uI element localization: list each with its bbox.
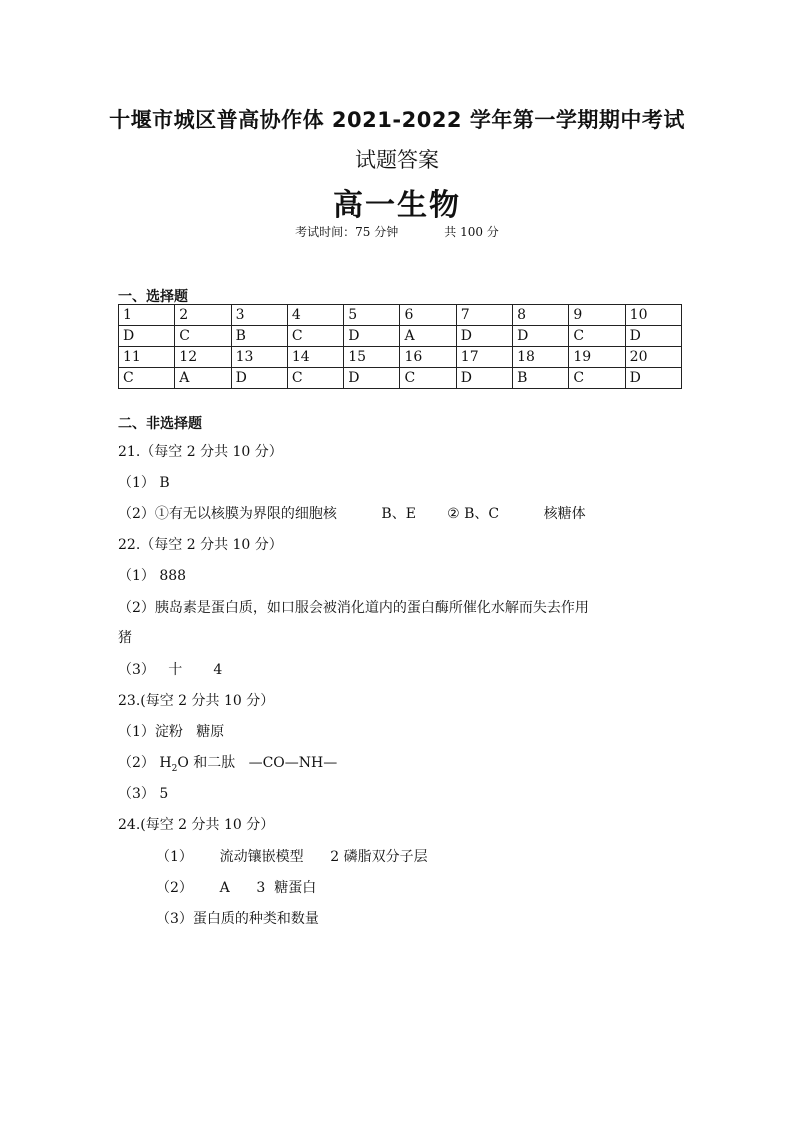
table-cell: C [287, 368, 343, 389]
table-cell: 14 [287, 347, 343, 368]
table-cell: 15 [344, 347, 400, 368]
table-cell: 10 [625, 305, 681, 326]
table-cell: 12 [175, 347, 231, 368]
table-cell: D [625, 368, 681, 389]
table-cell: 18 [513, 347, 569, 368]
table-cell: A [175, 368, 231, 389]
table-cell: D [344, 326, 400, 347]
table-cell: D [344, 368, 400, 389]
table-row [119, 326, 682, 347]
table-cell: 20 [625, 347, 681, 368]
table-cell: 1 [119, 305, 175, 326]
q24-answer-1: （1） 流动镶嵌模型 2 磷脂双分子层 [156, 849, 428, 865]
title-line-1: 十堰市城区普高协作体 2021-2022 学年第一学期期中考试 [109, 108, 685, 132]
table-cell: 5 [344, 305, 400, 326]
table-cell: 9 [569, 305, 625, 326]
table-row [119, 347, 682, 368]
table-cell: 16 [400, 347, 456, 368]
table-cell: D [513, 326, 569, 347]
q24-header: 24.(每空 2 分共 10 分） [118, 817, 275, 833]
q24-answer-3: （3）蛋白质的种类和数量 [156, 911, 319, 927]
answer-table [118, 304, 682, 389]
q23-answer-2-prefix: （2） H [118, 755, 172, 771]
table-cell: D [625, 326, 681, 347]
table-cell: C [569, 368, 625, 389]
q22-answer-1: （1） 888 [118, 568, 187, 584]
q23-header: 23.(每空 2 分共 10 分） [118, 693, 275, 709]
table-row [119, 305, 682, 326]
table-cell: B [513, 368, 569, 389]
table-cell: A [400, 326, 456, 347]
q23-answer-1: （1）淀粉 糖原 [118, 724, 225, 740]
exam-time: 考试时间：75 分钟 [295, 225, 399, 239]
q24-answer-2: （2） A 3 糖蛋白 [156, 880, 317, 896]
section-2-heading: 二、非选择题 [118, 416, 202, 432]
table-cell: 11 [119, 347, 175, 368]
table-cell: 4 [287, 305, 343, 326]
table-cell: D [119, 326, 175, 347]
q21-answer-1: （1） B [118, 475, 170, 491]
table-cell: 2 [175, 305, 231, 326]
q22-answer-2-continued: 猪 [118, 630, 132, 646]
table-row [119, 368, 682, 389]
table-cell: 13 [231, 347, 287, 368]
q23-answer-2-subscript: 2 [171, 763, 178, 774]
q22-answer-2: （2）胰岛素是蛋白质，如口服会被消化道内的蛋白酶所催化水解而失去作用 [118, 600, 589, 616]
table-cell: 3 [231, 305, 287, 326]
table-cell: C [287, 326, 343, 347]
table-cell: 6 [400, 305, 456, 326]
q22-answer-3: （3） 十 4 [118, 662, 223, 678]
title-line-2: 试题答案 [355, 148, 439, 172]
table-cell: B [231, 326, 287, 347]
table-cell: D [456, 326, 512, 347]
q23-answer-3: （3） 5 [118, 786, 169, 802]
subject-title: 高一生物 [333, 188, 461, 223]
table-cell: D [456, 368, 512, 389]
table-cell: D [231, 368, 287, 389]
q21-answer-2: （2）①有无以核膜为界限的细胞核 B、E ② B、C 核糖体 [118, 506, 586, 522]
q23-answer-2 [118, 752, 337, 774]
table-cell: 8 [513, 305, 569, 326]
q23-answer-2-suffix: O 和二肽 —CO—NH— [177, 755, 338, 771]
total-score: 共 100 分 [444, 225, 499, 239]
table-cell: C [400, 368, 456, 389]
q21-header: 21.（每空 2 分共 10 分） [118, 444, 283, 460]
exam-info [0, 223, 794, 240]
table-cell: 19 [569, 347, 625, 368]
section-1-heading: 一、选择题 [118, 289, 188, 305]
table-cell: 17 [456, 347, 512, 368]
q22-header: 22.（每空 2 分共 10 分） [118, 537, 283, 553]
table-cell: C [175, 326, 231, 347]
table-cell: C [569, 326, 625, 347]
table-cell: 7 [456, 305, 512, 326]
table-cell: C [119, 368, 175, 389]
